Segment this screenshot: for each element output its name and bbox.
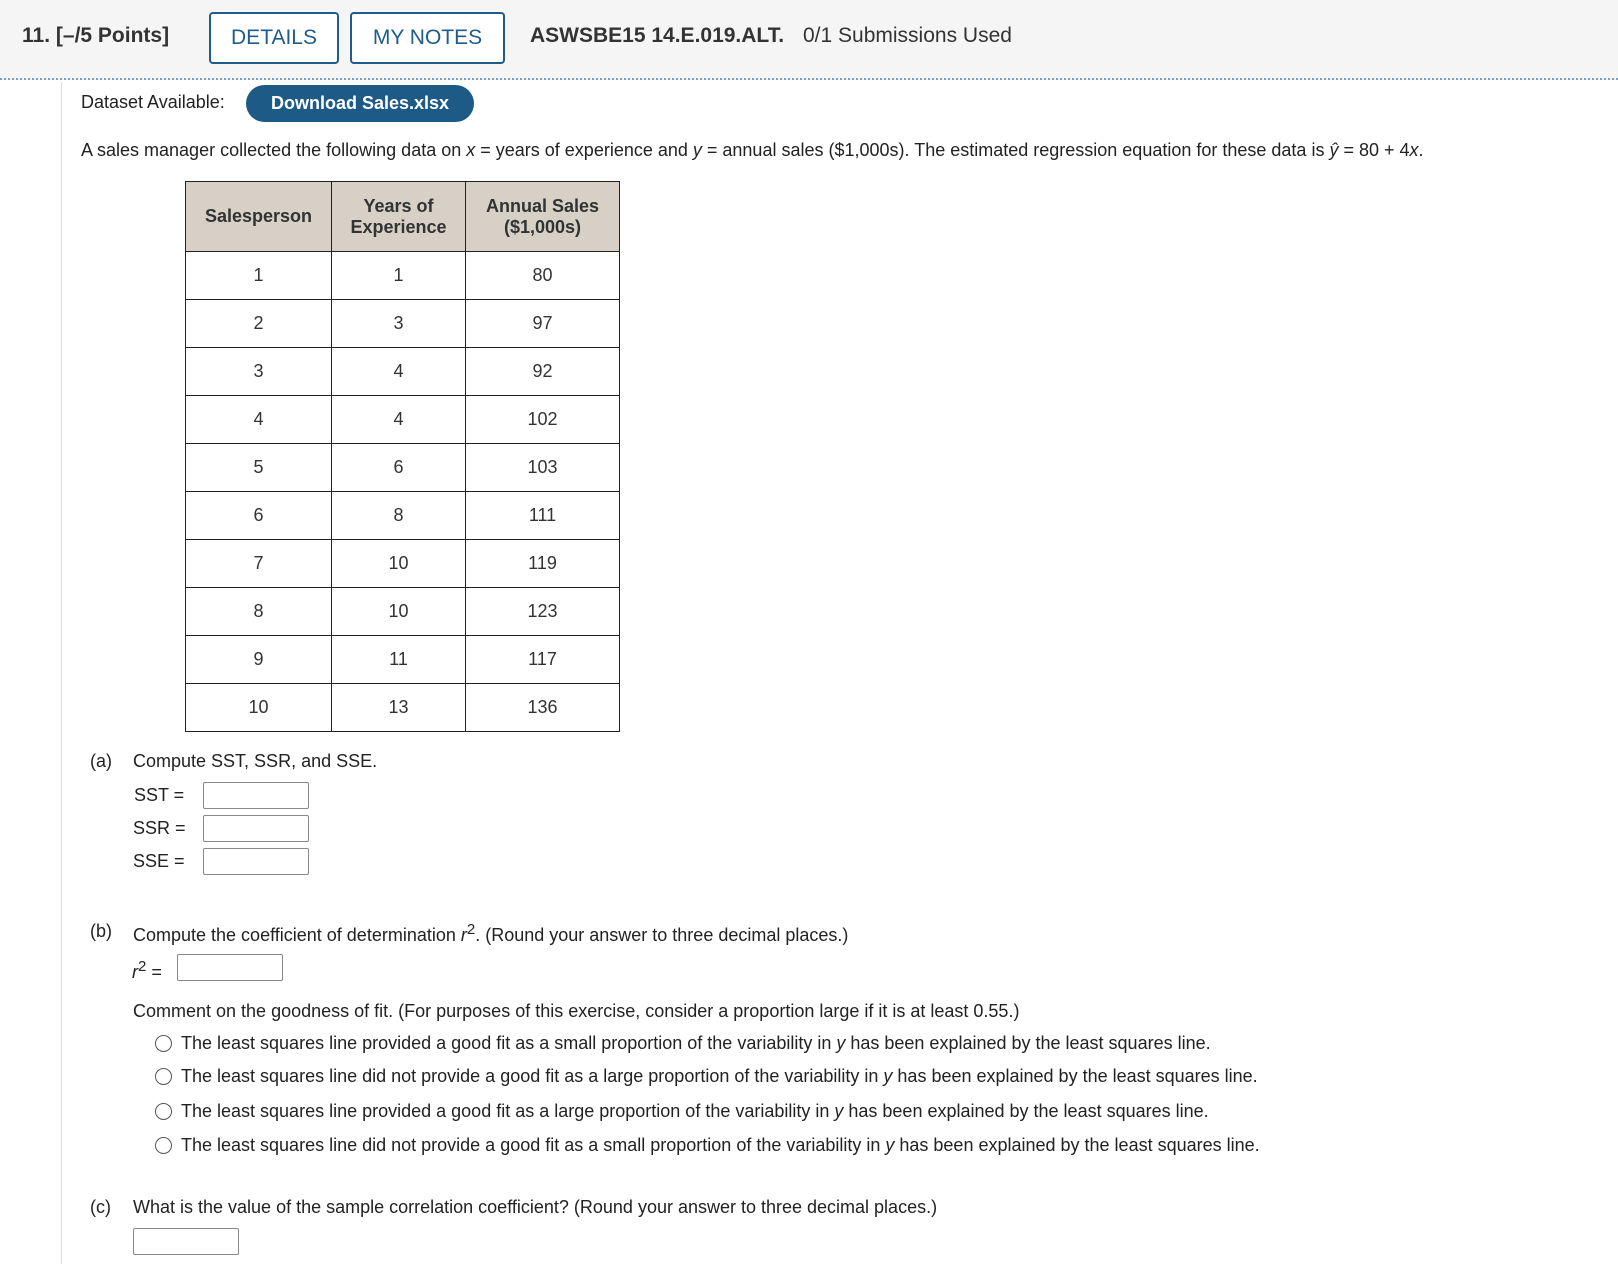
- download-sales-button[interactable]: Download Sales.xlsx: [246, 85, 474, 122]
- option-text: The least squares line provided a good fit as a large proportion of the variability in y has been explained by the least squares line.: [181, 1100, 1209, 1121]
- dataset-label: Dataset Available:: [81, 92, 225, 112]
- cell-annual-sales: 97: [466, 300, 620, 348]
- correlation-coefficient-input[interactable]: [133, 1228, 239, 1255]
- left-rule: [61, 82, 62, 1264]
- my-notes-button[interactable]: MY NOTES: [350, 12, 505, 64]
- goodness-of-fit-prompt: Comment on the goodness of fit. (For purposes of this exercise, consider a proportion large if it is at least 0.55.): [133, 1001, 1020, 1021]
- part-a-text: Compute SST, SSR, and SSE.: [133, 751, 378, 771]
- question-id: ASWSBE15 14.E.019.ALT.: [530, 24, 785, 47]
- cell-annual-sales: 136: [466, 684, 620, 732]
- radio-button[interactable]: [155, 1103, 172, 1120]
- cell-years-experience: 4: [332, 396, 466, 444]
- cell-years-experience: 3: [332, 300, 466, 348]
- cell-annual-sales: 119: [466, 540, 620, 588]
- fit-option-1[interactable]: [155, 1031, 1211, 1055]
- option-text: The least squares line provided a good fit as a small proportion of the variability in y has been explained by the least squares line.: [181, 1032, 1211, 1053]
- radio-button[interactable]: [155, 1035, 172, 1052]
- sales-data-table: [185, 181, 620, 732]
- points-label: [–/5 Points]: [55, 24, 170, 47]
- table-row: [186, 492, 620, 540]
- cell-salesperson: 8: [186, 588, 332, 636]
- cell-years-experience: 8: [332, 492, 466, 540]
- cell-salesperson: 6: [186, 492, 332, 540]
- question-header: [0, 0, 1618, 80]
- cell-salesperson: 5: [186, 444, 332, 492]
- table-row: [186, 396, 620, 444]
- question-number: 11. [–/5 Points]: [22, 24, 170, 47]
- cell-years-experience: 11: [332, 636, 466, 684]
- cell-annual-sales: 92: [466, 348, 620, 396]
- cell-years-experience: 4: [332, 348, 466, 396]
- table-row: [186, 300, 620, 348]
- cell-salesperson: 4: [186, 396, 332, 444]
- sst-input[interactable]: [203, 782, 309, 809]
- cell-annual-sales: 123: [466, 588, 620, 636]
- details-button[interactable]: DETAILS: [209, 12, 339, 64]
- part-c-text: What is the value of the sample correlation coefficient? (Round your answer to three decimal places.): [133, 1197, 938, 1217]
- cell-years-experience: 10: [332, 588, 466, 636]
- cell-salesperson: 3: [186, 348, 332, 396]
- table-row: [186, 348, 620, 396]
- cell-salesperson: 7: [186, 540, 332, 588]
- part-b-text: Compute the coefficient of determination $r^2$. (Round your answer to three decimal places.): [133, 921, 849, 945]
- cell-salesperson: 1: [186, 252, 332, 300]
- r-squared-label: $r^2$ =: [132, 958, 162, 982]
- cell-annual-sales: 103: [466, 444, 620, 492]
- radio-button[interactable]: [155, 1137, 172, 1154]
- sse-label: SSE =: [133, 851, 185, 871]
- cell-years-experience: 1: [332, 252, 466, 300]
- table-row: [186, 684, 620, 732]
- ssr-label: SSR =: [133, 818, 186, 838]
- ssr-input[interactable]: [203, 815, 309, 842]
- part-a-label: (a): [90, 751, 112, 771]
- header-annual-sales: Annual Sales ($1,000s): [466, 182, 620, 252]
- fit-option-2[interactable]: [155, 1064, 1258, 1088]
- table-header-row: [186, 182, 620, 252]
- problem-statement: A sales manager collected the following data on x = years of experience and y = annual sales ($1,000s). The estimated regression equation for these data is ŷ = 80 + 4x.: [81, 140, 1424, 160]
- radio-button[interactable]: [155, 1068, 172, 1085]
- sst-label: SST =: [134, 785, 185, 805]
- table-row: [186, 588, 620, 636]
- cell-annual-sales: 80: [466, 252, 620, 300]
- cell-years-experience: 6: [332, 444, 466, 492]
- cell-salesperson: 9: [186, 636, 332, 684]
- cell-annual-sales: 117: [466, 636, 620, 684]
- part-c-label: (c): [90, 1197, 111, 1217]
- table-row: [186, 444, 620, 492]
- sse-input[interactable]: [203, 848, 309, 875]
- table-row: [186, 252, 620, 300]
- cell-salesperson: 2: [186, 300, 332, 348]
- fit-option-3[interactable]: [155, 1099, 1209, 1123]
- submissions-used: 0/1 Submissions Used: [803, 24, 1012, 47]
- cell-salesperson: 10: [186, 684, 332, 732]
- header-salesperson: Salesperson: [186, 182, 332, 252]
- cell-annual-sales: 102: [466, 396, 620, 444]
- table-row: [186, 540, 620, 588]
- header-years-experience: Years of Experience: [332, 182, 466, 252]
- cell-years-experience: 10: [332, 540, 466, 588]
- option-text: The least squares line did not provide a good fit as a large proportion of the variability in y has been explained by the least squares line.: [181, 1065, 1258, 1086]
- fit-option-4[interactable]: [155, 1133, 1260, 1157]
- cell-annual-sales: 111: [466, 492, 620, 540]
- option-text: The least squares line did not provide a good fit as a small proportion of the variability in y has been explained by the least squares line.: [181, 1134, 1260, 1155]
- r-squared-input[interactable]: [177, 954, 283, 981]
- cell-years-experience: 13: [332, 684, 466, 732]
- part-b-label: (b): [90, 921, 112, 941]
- table-row: [186, 636, 620, 684]
